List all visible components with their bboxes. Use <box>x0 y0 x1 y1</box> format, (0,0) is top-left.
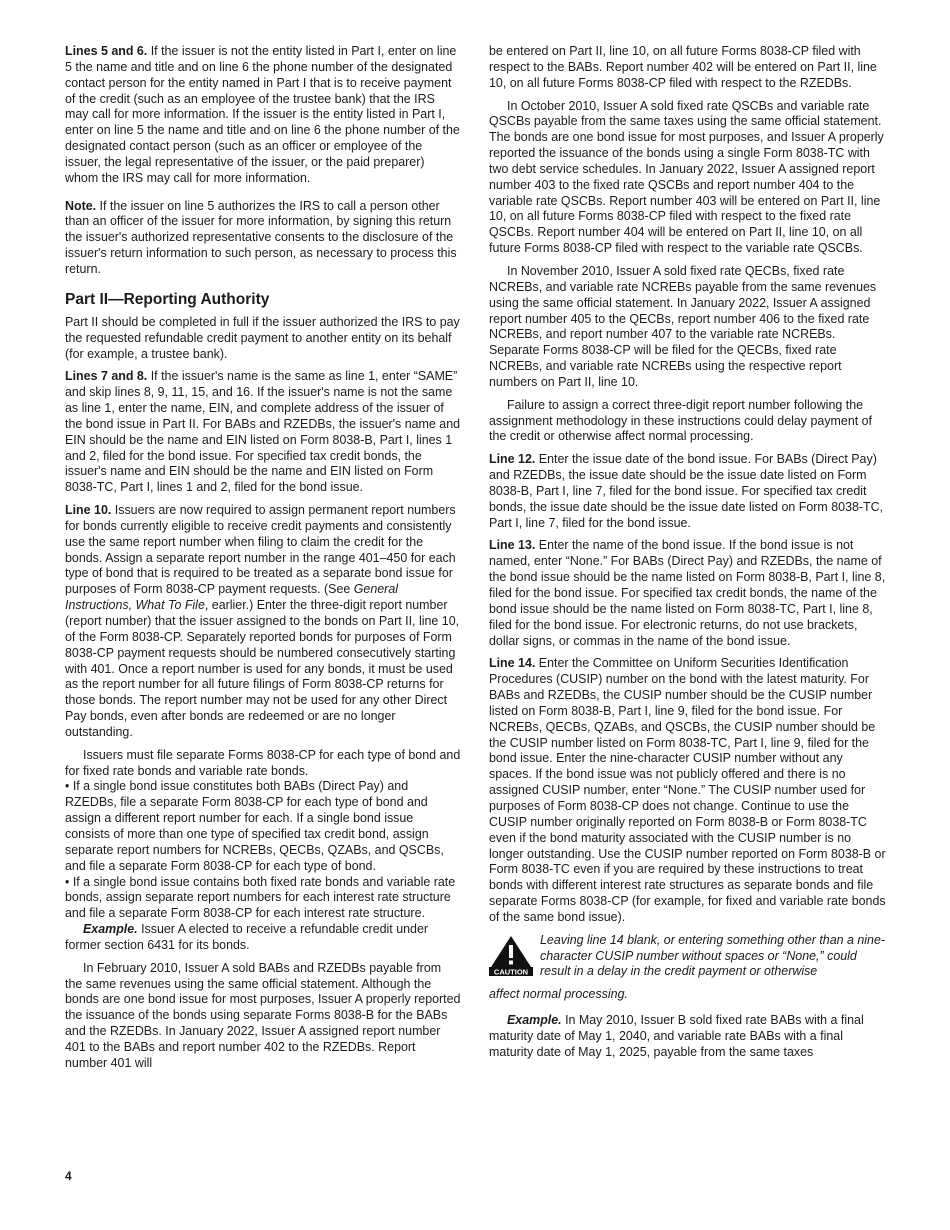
lines-7-8-paragraph: Lines 7 and 8. If the issuer's name is the same as line 1, enter “SAME” and skip lines 8, 9, 11, 15, and 16. If the issuer's name is not the same as line 1, enter the name, EIN, and complete address of the issuer of the bond issue in Part II. For BABs and RZEDBs, the issuer's name and EIN should be the name and EIN listed on Form 8038-B, Part I, lines 1 and 2, filed for the bond issue. For specified tax credit bonds, the issuer's name and EIN should be the name and EIN listed on Form 8038-TC, Part I, lines 1 and 2, filed for the bond issue. <box>65 369 461 495</box>
line-13-paragraph: Line 13. Enter the name of the bond issue. If the bond issue is not named, enter “None.” For BABs (Direct Pay) and RZEDBs, the name of the bond issue should be the name listed on Form 8038-B, Part I, line 8, filed for the bond issue. For specified tax credit bonds, the name of the bond issue should be the name listed on Form 8038-TC, Part I, line 8, filed for the bond issue. For electronic returns, do not use brackets, dollar signs, or commas in the name of the bond issue. <box>489 538 886 648</box>
note-paragraph: Note. If the issuer on line 5 authorizes the IRS to call a person other than an officer of the issuer for more information, by signing this return the issuer's authorized representative consents to the disclosure of the issuer's return information to such person, as necessary to process this return. <box>65 198 457 276</box>
lines-5-6-paragraph: Lines 5 and 6. If the issuer is not the entity listed in Part I, enter on line 5 the name and title and on line 6 the phone number of the designated contact person for the entity named in Part I that is to receive payment of the credit (such as an employee of the trustee bank) that the IRS may call for more information. If the issuer is the entity listed in Part I, enter on line 5 the name and title and on line 6 the phone number of the designated contact person (such as an officer or employee of the issuer, the legal representative of the issuer, or the paid preparer) whom the IRS may call for more information. <box>65 44 460 185</box>
october-paragraph: In October 2010, Issuer A sold fixed rate QSCBs and variable rate QSCBs payable from the same taxes using the same official statement. The bonds are one bond issue for most purposes, and Issuer A properly reported the issuance of the bonds using a single Form 8038-TC with two debt service schedules. In January 2022, Issuer A assigned report number 403 to the fixed rate QSCBs and report number 404 to the variable rate QSCBs. Report number 403 will be entered on Part II, line 10, on all future Forms 8038-CP filed with respect to the fixed rate QSCBs. Report number 404 will be entered on Part II, line 10, on all future Forms 8038-CP filed with respect to the variable rate QSCBs. <box>489 98 884 256</box>
caution-badge-label: CAUTION <box>493 967 529 976</box>
caution-icon <box>489 934 533 976</box>
line-12-paragraph: Line 12. Enter the issue date of the bond issue. For BABs (Direct Pay) and RZEDBs, the issue date should be the issue date listed on Form 8038-B, Part I, line 7, filed for the bond issue. For specified tax credit bonds, the issue date should be the issue date listed on Form 8038-TC, Part I, line 7, filed for the bond issue. <box>489 452 884 530</box>
failure-paragraph: Failure to assign a correct three-digit report number following the assignment methodology in these instructions could delay payment of the credit or otherwise affect normal processing. <box>489 397 873 444</box>
section-heading: Part II—Reporting Authority <box>65 290 270 308</box>
part2-intro-paragraph: Part II should be completed in full if the issuer authorized the IRS to pay the requested refundable credit payment to another entity on its behalf (for example, a trustee bank). <box>65 314 460 361</box>
caution-text-tail: affect normal processing. <box>489 987 628 1002</box>
bullet-icon: • <box>65 874 73 889</box>
example-2-paragraph: Example. In May 2010, Issuer B sold fixed rate BABs with a final maturity date of May 1, 2040, and variable rate BABs with a final maturity date of May 1, 2025, payable from the same taxes <box>489 1013 864 1059</box>
separate-forms-paragraph: Issuers must file separate Forms 8038-CP for each type of bond and for fixed rate bonds and variable rate bonds. <box>65 747 461 778</box>
right-column <box>489 44 887 1068</box>
bullet-item: • If a single bond issue contains both fixed rate bonds and variable rate bonds, assign separate report numbers for each interest rate structure and file a separate Form 8038-CP for each interest rate structure. <box>65 874 456 921</box>
november-paragraph: In November 2010, Issuer A sold fixed rate QECBs, fixed rate NCREBs, and variable rate NCREBs payable from the same revenues using the same official statement. In January 2022, Issuer A assigned report number 405 to the QECBs, report number 406 to the fixed rate NCREBs, and report number 407 to the variable rate NCREBs. Separate Forms 8038-CP will be filed for the QECBs, fixed rate NCREBs, and variable rate NCREBs using the respective report numbers on Part II, line 10. <box>489 263 877 389</box>
example-paragraph: Example. Issuer A elected to receive a refundable credit under former section 6431 for its bonds. <box>65 922 429 952</box>
bullet-icon: • <box>65 779 73 794</box>
left-column <box>65 44 461 1079</box>
line-14-paragraph: Line 14. Enter the Committee on Uniform Securities Identification Procedures (CUSIP) number on the bond with the latest maturity. For BABs and RZEDBs, the CUSIP number should be the CUSIP number listed on Form 8038-B, Part I, line 9, filed for the bond issue. For NCREBs, QECBs, QZABs, and QSCBs, the CUSIP number should be the CUSIP number listed on Form 8038-TC, Part I, line 9, filed for the bond issue. Enter the nine-character CUSIP number without any spaces. If the bond issue was not publicly offered and there is no assigned CUSIP number, enter “None.” The CUSIP number used for purposes of Form 8038-CP does not change. Continue to use the CUSIP number originally reported on Form 8038-B or Form 8038-TC even if the bond maturity associated with the CUSIP number is no longer outstanding. Use the CUSIP number reported on Form 8038-B or Form 8038-TC even if you are required by these instructions to treat bonds with different interest rate structures as separate bonds and file separate Forms 8038-CP (for example, for fixed and variable rate bonds of the same bond issue). <box>489 656 886 924</box>
caution-note <box>489 933 887 988</box>
line-10-paragraph: Line 10. Issuers are now required to assign permanent report numbers for bonds currently eligible to receive credit payments and consistently use the same report number when filing to claim the credit for the bonds. Assign a separate report number in the range 401–450 for each type of bond that is required to be treated as a separate bond issue for purposes of Form 8038-CP payment requests. (See General Instructions, What To File, earlier.) Enter the three-digit report number (report number) that the issuer assigned to the bonds on Part II, line 10, of the Form 8038-CP. Separately reported bonds for purposes of Form 8038-CP payment requests should be numbered consecutively starting with 401. Once a report number is used for any bonds, it must be used as the report number for all future filings of Form 8038-CP returns for those bonds. The report number may not be used for any other Direct Pay bonds, even after bonds are redeemed or are no longer outstanding. <box>65 503 460 739</box>
caution-text: Leaving line 14 blank, or entering something other than a nine-character CUSIP number without spaces or “None,” could result in a delay in the credit payment or otherwise <box>540 932 886 979</box>
february-paragraph: In February 2010, Issuer A sold BABs and RZEDBs payable from the same revenues using the same official statement. Although the bonds are one bond issue for most purposes, Issuer A properly reported the issuance of the bonds using separate Forms 8038-B for the BABs and the RZEDBs. In January 2022, Issuer A assigned report number 401 to the BABs and report number 402 to the RZEDBs. Report number 401 will <box>65 960 461 1070</box>
continued-paragraph: be entered on Part II, line 10, on all future Forms 8038-CP filed with respect to the BABs. Report number 402 will be entered on Part II, line 10, on all future Forms 8038-CP filed with respect to the RZEDBs. <box>489 44 877 90</box>
bullet-item: • If a single bond issue constitutes both BABs (Direct Pay) and RZEDBs, file a separate Form 8038-CP for each type of bond and assign a different report number for each. If a single bond issue consists of more than one type of specified tax credit bond, assign separate report numbers for NCREBs, QECBs, QZABs, and QSCBs, and file a separate Form 8038-CP for each type of bond. <box>65 779 444 873</box>
page-number: 4 <box>65 1169 72 1183</box>
